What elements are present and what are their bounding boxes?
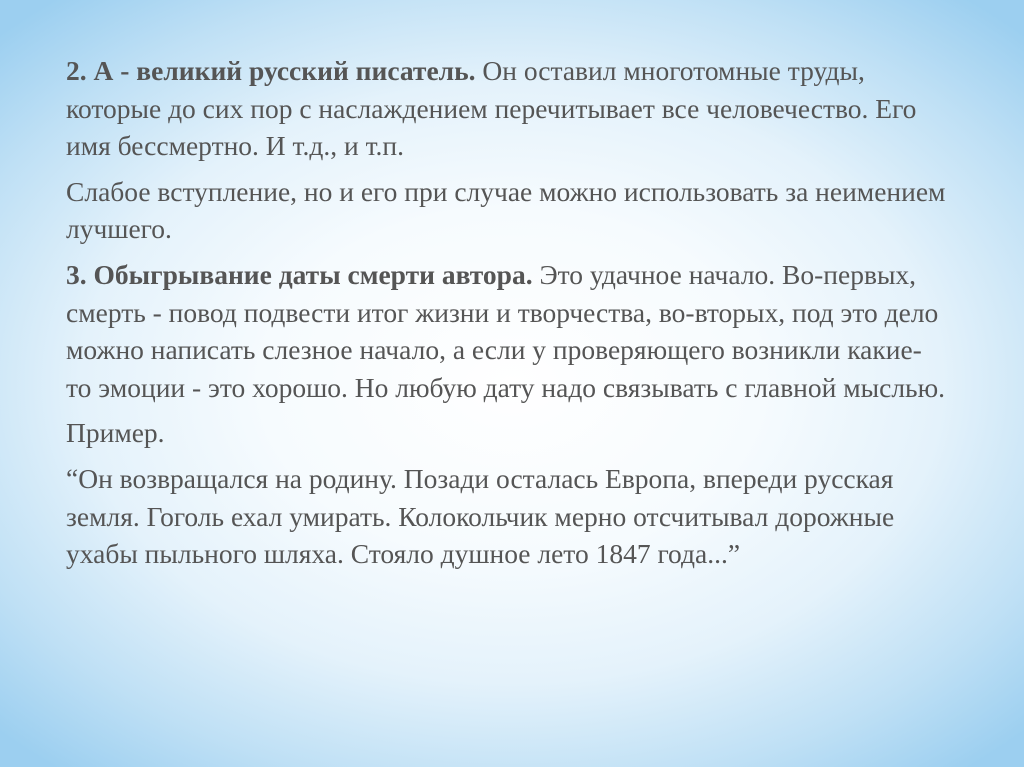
example-label: Пример. <box>66 417 165 449</box>
slide-body <box>66 52 946 581</box>
paragraph-example-label <box>66 414 946 452</box>
point-3-heading: 3. Обыгрывание даты смерти автора. <box>66 258 533 290</box>
paragraph-point-3 <box>66 256 946 406</box>
point-2-heading: 2. А - великий русский писатель. <box>66 55 476 86</box>
point-3-text: Это удачное начало. Во-первых, смерть - повод подвести итог жизни и творчества, во-вторых, под это дело можно написать слезное начало, а если у проверяющего возникли какие-то эмоции - это хорошо. Но любую дату надо связывать с главной мыслью. <box>66 258 946 403</box>
comment-text: Слабое вступление, но и его при случае можно использовать за неимением лучшего. <box>66 175 946 245</box>
paragraph-comment <box>66 173 946 248</box>
paragraph-quote <box>66 460 946 573</box>
example-quote: “Он возвращался на родину. Позади осталась Европа, впереди русская земля. Гоголь ехал умирать. Колокольчик мерно отсчитывал дорожные ухабы пыльного шляха. Стояло душное лето 1847 года...” <box>66 462 895 570</box>
paragraph-point-2 <box>66 52 946 165</box>
point-2-text: Он оставил многотомные труды, которые до сих пор с наслаждением перечитывает все человечество. Его имя бессмертно. И т.д., и т.п. <box>66 55 917 162</box>
